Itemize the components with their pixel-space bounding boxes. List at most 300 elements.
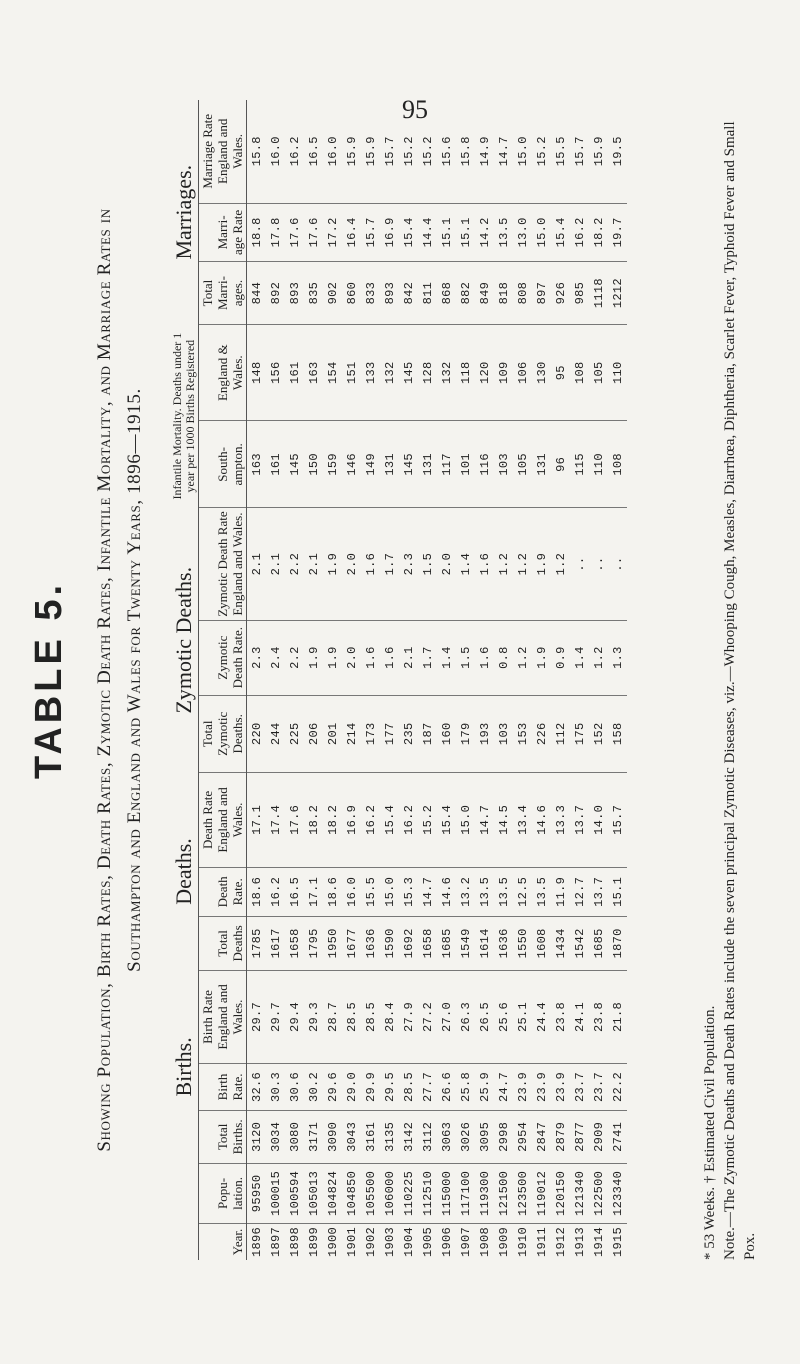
table-cell: 2.0 <box>342 508 361 620</box>
table-cell: 1549 <box>456 916 475 970</box>
table-cell: 1795 <box>304 916 323 970</box>
table-cell: 2.0 <box>437 508 456 620</box>
table-cell: 1636 <box>361 916 380 970</box>
table-cell: 1.7 <box>418 620 437 695</box>
year-cell: 1911 <box>534 1226 549 1257</box>
table-cell: 1118 <box>589 262 608 325</box>
table-cell: 1614 <box>475 916 494 970</box>
group-births: Births. <box>170 970 199 1163</box>
table-cell: 161 <box>285 324 304 421</box>
table-cell: 1.4 <box>456 508 475 620</box>
table-cell: 1.6 <box>475 508 494 620</box>
table-cell: 1.6 <box>380 620 399 695</box>
table-cell: 151 <box>342 324 361 421</box>
table-cell: 15.0 <box>513 100 532 203</box>
col-birth-rate-ew: Birth Rate England and Wales. <box>199 970 247 1063</box>
table-cell: 15.7 <box>361 203 380 262</box>
table-notes <box>700 100 760 1260</box>
table-cell: 15.8 <box>247 100 267 203</box>
table-cell: 95950 <box>247 1163 267 1223</box>
table-cell: 95 <box>551 324 570 421</box>
table-row <box>437 100 456 1260</box>
table-cell: 123340 <box>608 1163 627 1223</box>
table-cell: 0.8 <box>494 620 513 695</box>
col-population: Popu- lation. <box>199 1163 247 1223</box>
table-cell: 3135 <box>380 1110 399 1163</box>
table-cell: 206 <box>304 695 323 773</box>
table-cell: 29.6 <box>323 1064 342 1111</box>
table-cell: 1.4 <box>570 620 589 695</box>
table-cell: 30.3 <box>266 1064 285 1111</box>
table-cell: 108 <box>570 324 589 421</box>
table-cell: 16.4 <box>342 203 361 262</box>
table-cell: 2879 <box>551 1110 570 1163</box>
year-cell: 1915 <box>610 1226 625 1257</box>
table-cell: 131 <box>532 421 551 508</box>
table-cell: 30.6 <box>285 1064 304 1111</box>
table-cell: 1.6 <box>361 508 380 620</box>
table-cell: 3063 <box>437 1110 456 1163</box>
table-cell: 2.1 <box>266 508 285 620</box>
table-cell: 17.6 <box>285 203 304 262</box>
table-cell: 14.6 <box>437 867 456 916</box>
rotated-table-sheet <box>20 60 760 1300</box>
col-death-rate-ew: Death Rate England and Wales. <box>199 773 247 868</box>
table-cell: 1.5 <box>456 620 475 695</box>
table-cell: 96 <box>551 421 570 508</box>
table-cell: 16.2 <box>361 773 380 868</box>
table-cell: 13.5 <box>494 867 513 916</box>
table-cell: 868 <box>437 262 456 325</box>
table-body <box>247 100 628 1260</box>
table-cell: 3171 <box>304 1110 323 1163</box>
table-cell: 158 <box>608 695 627 773</box>
table-cell: 17.1 <box>304 867 323 916</box>
table-row <box>285 100 304 1260</box>
table-cell: 23.7 <box>589 1064 608 1111</box>
table-cell: 25.1 <box>513 970 532 1063</box>
table-cell: 14.0 <box>589 773 608 868</box>
table-cell: 14.9 <box>475 100 494 203</box>
col-death-rate: Death Rate. <box>199 867 247 916</box>
table-cell: 2.0 <box>342 620 361 695</box>
table-cell: 101 <box>456 421 475 508</box>
table-row <box>342 100 361 1260</box>
table-cell: 17.6 <box>285 773 304 868</box>
table-cell: 16.5 <box>285 867 304 916</box>
table-cell: 23.9 <box>532 1064 551 1111</box>
table-cell: 25.9 <box>475 1064 494 1111</box>
table-cell: 2741 <box>608 1110 627 1163</box>
table-cell: 29.5 <box>380 1064 399 1111</box>
table-cell: 926 <box>551 262 570 325</box>
title-line-1: Showing Population, Birth Rates, Death Rates, Zymotic Death Rates, Infantile Mortality, and Marriage Rates in <box>94 208 115 1152</box>
table-cell: 17.4 <box>266 773 285 868</box>
table-cell: 985 <box>570 262 589 325</box>
table-cell: 27.2 <box>418 970 437 1063</box>
table-cell: 15.7 <box>380 100 399 203</box>
table-cell: 100015 <box>266 1163 285 1223</box>
table-cell: 2.1 <box>247 508 267 620</box>
table-cell: 15.8 <box>456 100 475 203</box>
table-row <box>247 100 267 1260</box>
table-cell: 1870 <box>608 916 627 970</box>
table-cell: 1677 <box>342 916 361 970</box>
table-cell: 23.9 <box>513 1064 532 1111</box>
table-cell: 16.0 <box>266 100 285 203</box>
table-cell: 25.8 <box>456 1064 475 1111</box>
table-label: TABLE 5. <box>28 580 70 780</box>
table-cell: 220 <box>247 695 267 773</box>
table-cell: 1617 <box>266 916 285 970</box>
table-cell: 1.9 <box>304 620 323 695</box>
table-cell: 14.4 <box>418 203 437 262</box>
table-row <box>361 100 380 1260</box>
table-cell: 123500 <box>513 1163 532 1223</box>
group-header-row <box>170 100 199 1260</box>
table-cell: 13.4 <box>513 773 532 868</box>
table-cell: 849 <box>475 262 494 325</box>
table-cell: 13.0 <box>513 203 532 262</box>
table-cell: 1.6 <box>361 620 380 695</box>
table-cell: 15.6 <box>437 100 456 203</box>
table-cell: 24.4 <box>532 970 551 1063</box>
table-cell: 119012 <box>532 1163 551 1223</box>
table-cell: 882 <box>456 262 475 325</box>
table-cell: 2954 <box>513 1110 532 1163</box>
year-cell: 1899 <box>306 1226 321 1257</box>
table-cell: 1542 <box>570 916 589 970</box>
table-cell: 1212 <box>608 262 627 325</box>
table-cell: 14.7 <box>475 773 494 868</box>
table-cell: 214 <box>342 695 361 773</box>
note-text: Note.—The Zymotic Deaths and Death Rates include the seven principal Zymotic Diseases, viz.—Whooping Cough, Measles, Diarrhœa, Diphtheria, Scarlet Fever, Typhoid Fever and Small Pox. <box>722 121 758 1260</box>
table-cell: 28.5 <box>361 970 380 1063</box>
table-cell: 13.7 <box>570 773 589 868</box>
table-cell: 26.5 <box>475 970 494 1063</box>
table-cell: 0.9 <box>551 620 570 695</box>
table-cell: 106 <box>513 324 532 421</box>
table-cell: 1.6 <box>475 620 494 695</box>
table-cell: 1.9 <box>532 620 551 695</box>
table-cell: 3090 <box>323 1110 342 1163</box>
table-cell: 150 <box>304 421 323 508</box>
table-row <box>513 100 532 1260</box>
year-cell: 1913 <box>572 1226 587 1257</box>
table-cell: 145 <box>399 324 418 421</box>
table-cell: 1636 <box>494 916 513 970</box>
table-cell: 1.2 <box>494 508 513 620</box>
table-row <box>589 100 608 1260</box>
table-cell: 13.2 <box>456 867 475 916</box>
table-cell: 16.5 <box>304 100 323 203</box>
table-cell: 15.0 <box>380 867 399 916</box>
group-marriages: Marriages. <box>170 100 199 324</box>
table-cell: 25.6 <box>494 970 513 1063</box>
table-cell: 1.4 <box>437 620 456 695</box>
table-cell: 2.1 <box>304 508 323 620</box>
table-cell: 15.3 <box>399 867 418 916</box>
table-cell: 131 <box>380 421 399 508</box>
table-cell: 106000 <box>380 1163 399 1223</box>
table-cell: 29.0 <box>342 1064 361 1111</box>
table-cell: 116 <box>475 421 494 508</box>
table-cell: 131 <box>418 421 437 508</box>
table-cell: 1.2 <box>513 508 532 620</box>
title-line-2: Southampton and England and Wales for Twenty Years, 1896—1915. <box>124 388 145 972</box>
table-cell: 1.3 <box>608 620 627 695</box>
table-cell: 29.3 <box>304 970 323 1063</box>
table-cell: 179 <box>456 695 475 773</box>
table-cell: 2.3 <box>247 620 267 695</box>
statistics-table <box>170 100 627 1260</box>
table-cell: 121500 <box>494 1163 513 1223</box>
table-cell: 156 <box>266 324 285 421</box>
table-cell: 24.7 <box>494 1064 513 1111</box>
table-cell: 15.2 <box>399 100 418 203</box>
col-zymotic-rate-ew: Zymotic Death Rate England and Wales. <box>199 508 247 620</box>
table-cell: 15.7 <box>570 100 589 203</box>
table-cell: 149 <box>361 421 380 508</box>
table-row <box>380 100 399 1260</box>
table-cell: 811 <box>418 262 437 325</box>
group-infantile: Infantile Mortality. Deaths under 1 year per 1000 Births Registered <box>170 324 199 507</box>
table-cell: 15.5 <box>361 867 380 916</box>
table-row <box>266 100 285 1260</box>
table-cell: 177 <box>380 695 399 773</box>
table-cell: 1950 <box>323 916 342 970</box>
table-cell: 1434 <box>551 916 570 970</box>
table-cell: 16.2 <box>266 867 285 916</box>
table-row <box>608 100 627 1260</box>
table-cell: 2998 <box>494 1110 513 1163</box>
table-cell: 103 <box>494 421 513 508</box>
table-cell: 145 <box>399 421 418 508</box>
table-cell: 3043 <box>342 1110 361 1163</box>
page-number: 95 <box>402 95 428 124</box>
table-cell: 2.3 <box>399 508 418 620</box>
table-cell: 12.7 <box>570 867 589 916</box>
table-cell: 160 <box>437 695 456 773</box>
col-infantile-ew: England & Wales. <box>199 324 247 421</box>
table-cell: 105 <box>513 421 532 508</box>
year-cell: 1912 <box>553 1226 568 1257</box>
table-cell: 842 <box>399 262 418 325</box>
table-cell: 16.2 <box>399 773 418 868</box>
table-row <box>532 100 551 1260</box>
table-cell: 1.2 <box>551 508 570 620</box>
table-cell: 833 <box>361 262 380 325</box>
table-cell: 1550 <box>513 916 532 970</box>
table-cell: 3095 <box>475 1110 494 1163</box>
table-cell: 18.2 <box>304 773 323 868</box>
table-cell: 1.2 <box>513 620 532 695</box>
table-cell: 29.7 <box>266 970 285 1063</box>
table-cell: 1.9 <box>532 508 551 620</box>
table-cell: 15.2 <box>418 100 437 203</box>
table-cell: 1.5 <box>418 508 437 620</box>
table-cell: 145 <box>285 421 304 508</box>
year-cell: 1898 <box>287 1226 302 1257</box>
table-row <box>551 100 570 1260</box>
table-cell: 130 <box>532 324 551 421</box>
table-cell: 13.3 <box>551 773 570 868</box>
table-cell: 893 <box>380 262 399 325</box>
table-cell: 15.2 <box>532 100 551 203</box>
table-cell: 110 <box>589 421 608 508</box>
table-cell: 32.6 <box>247 1064 267 1111</box>
table-cell: 23.7 <box>570 1064 589 1111</box>
table-cell: 187 <box>418 695 437 773</box>
table-cell: 152 <box>589 695 608 773</box>
table-cell: 11.9 <box>551 867 570 916</box>
table-cell: 18.6 <box>323 867 342 916</box>
table-cell: 16.0 <box>323 100 342 203</box>
table-cell: 118 <box>456 324 475 421</box>
table-cell: 120 <box>475 324 494 421</box>
table-cell: 902 <box>323 262 342 325</box>
table-cell: 15.5 <box>551 100 570 203</box>
table-cell: 14.7 <box>494 100 513 203</box>
table-cell: 19.5 <box>608 100 627 203</box>
table-cell: 12.5 <box>513 867 532 916</box>
table-cell: 14.7 <box>418 867 437 916</box>
table-cell: 110225 <box>399 1163 418 1223</box>
year-cell: 1897 <box>268 1226 283 1257</box>
table-cell: 15.7 <box>608 773 627 868</box>
table-cell: 1658 <box>418 916 437 970</box>
year-cell: 1902 <box>363 1226 378 1257</box>
table-cell: .. <box>608 508 627 620</box>
table-cell: 2.2 <box>285 620 304 695</box>
year-cell: 1909 <box>496 1226 511 1257</box>
table-cell: 1.2 <box>589 620 608 695</box>
table-cell: 27.0 <box>437 970 456 1063</box>
table-cell: 29.7 <box>247 970 267 1063</box>
table-cell: 15.1 <box>608 867 627 916</box>
table-cell: 13.5 <box>532 867 551 916</box>
table-cell: 27.9 <box>399 970 418 1063</box>
table-cell: 226 <box>532 695 551 773</box>
table-row <box>323 100 342 1260</box>
col-total-births: Total Births. <box>199 1110 247 1163</box>
table-cell: 115000 <box>437 1163 456 1223</box>
table-cell: 146 <box>342 421 361 508</box>
table-cell: 133 <box>361 324 380 421</box>
year-cell: 1905 <box>420 1226 435 1257</box>
table-cell: 104824 <box>323 1163 342 1223</box>
table-cell: 835 <box>304 262 323 325</box>
table-cell: 28.5 <box>399 1064 418 1111</box>
table-cell: 122500 <box>589 1163 608 1223</box>
table-cell: 3161 <box>361 1110 380 1163</box>
table-cell: 117 <box>437 421 456 508</box>
table-cell: 1608 <box>532 916 551 970</box>
col-marriage-rate: Marri- age Rate <box>199 203 247 262</box>
table-cell: 1.9 <box>323 620 342 695</box>
table-cell: 16.0 <box>342 867 361 916</box>
table-cell: 235 <box>399 695 418 773</box>
table-cell: 100594 <box>285 1163 304 1223</box>
year-cell: 1907 <box>458 1226 473 1257</box>
table-cell: 108 <box>608 421 627 508</box>
col-infantile-southampton: South- ampton. <box>199 421 247 508</box>
table-cell: 2877 <box>570 1110 589 1163</box>
table-cell: 112510 <box>418 1163 437 1223</box>
table-cell: 2.2 <box>285 508 304 620</box>
table-cell: 17.6 <box>304 203 323 262</box>
table-title <box>90 100 150 1260</box>
table-cell: .. <box>589 508 608 620</box>
table-cell: 163 <box>304 324 323 421</box>
table-cell: 14.2 <box>475 203 494 262</box>
table-cell: 154 <box>323 324 342 421</box>
table-cell: 2.1 <box>399 620 418 695</box>
table-cell: 3034 <box>266 1110 285 1163</box>
table-cell: 30.2 <box>304 1064 323 1111</box>
table-cell: 844 <box>247 262 267 325</box>
table-cell: 148 <box>247 324 267 421</box>
table-cell: 117100 <box>456 1163 475 1223</box>
table-cell: 3112 <box>418 1110 437 1163</box>
group-deaths: Deaths. <box>170 773 199 971</box>
table-cell: 18.2 <box>589 203 608 262</box>
year-cell: 1896 <box>249 1226 264 1257</box>
table-cell: 13.5 <box>475 867 494 916</box>
table-cell: 201 <box>323 695 342 773</box>
table-cell: 2909 <box>589 1110 608 1163</box>
table-cell: 24.1 <box>570 970 589 1063</box>
col-total-deaths: Total Deaths <box>199 916 247 970</box>
table-cell: 1785 <box>247 916 267 970</box>
table-cell: 112 <box>551 695 570 773</box>
col-total-marriages: Total Marri- ages. <box>199 262 247 325</box>
year-cell: 1901 <box>344 1226 359 1257</box>
table-cell: 1685 <box>437 916 456 970</box>
year-cell: 1906 <box>439 1226 454 1257</box>
year-cell: 1904 <box>401 1226 416 1257</box>
table-cell: 15.4 <box>380 773 399 868</box>
table-cell: 159 <box>323 421 342 508</box>
table-cell: 3026 <box>456 1110 475 1163</box>
group-zymotic: Zymotic Deaths. <box>170 508 199 773</box>
table-cell: 13.7 <box>589 867 608 916</box>
table-cell: 1590 <box>380 916 399 970</box>
year-cell: 1910 <box>515 1226 530 1257</box>
table-cell: 173 <box>361 695 380 773</box>
table-cell: 15.1 <box>456 203 475 262</box>
table-row <box>456 100 475 1260</box>
year-cell: 1908 <box>477 1226 492 1257</box>
table-cell: 132 <box>380 324 399 421</box>
table-cell: 15.0 <box>532 203 551 262</box>
table-cell: 3080 <box>285 1110 304 1163</box>
table-cell: 15.0 <box>456 773 475 868</box>
table-row <box>304 100 323 1260</box>
table-cell: 23.8 <box>589 970 608 1063</box>
table-cell: 15.9 <box>361 100 380 203</box>
table-cell: 1692 <box>399 916 418 970</box>
col-birth-rate: Birth Rate. <box>199 1064 247 1111</box>
table-cell: 16.2 <box>285 100 304 203</box>
table-cell: 2847 <box>532 1110 551 1163</box>
table-cell: 18.8 <box>247 203 267 262</box>
table-cell: 21.8 <box>608 970 627 1063</box>
table-cell: 153 <box>513 695 532 773</box>
col-marriage-rate-ew: Marriage Rate England and Wales. <box>199 100 247 203</box>
footnote: * 53 Weeks. † Estimated Civil Population. <box>702 1005 718 1260</box>
table-row <box>570 100 589 1260</box>
